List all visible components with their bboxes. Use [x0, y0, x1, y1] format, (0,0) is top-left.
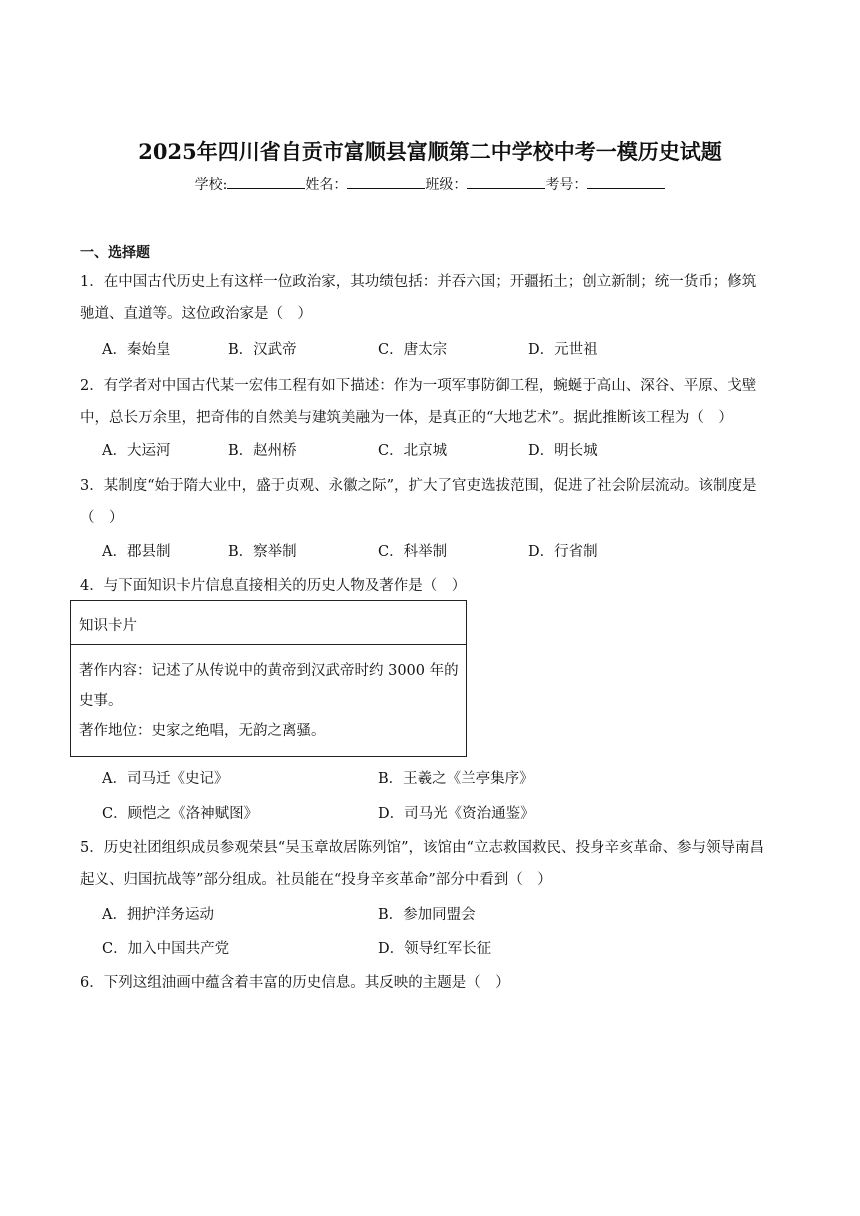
knowledge-card-content-2: 史事。 — [79, 693, 123, 709]
question-5-option-d[interactable]: D．领导红军长征 — [378, 941, 492, 957]
question-3-option-b[interactable]: B．察举制 — [228, 544, 297, 560]
question-4-option-b[interactable]: B．王羲之《兰亭集序》 — [378, 771, 534, 787]
question-2-option-b[interactable]: B．赵州桥 — [228, 443, 297, 459]
knowledge-card-content-3: 著作地位：史家之绝唱，无韵之离骚。 — [79, 723, 326, 739]
question-4-line1: 4．与下面知识卡片信息直接相关的历史人物及著作是（ ） — [80, 578, 467, 594]
section-heading: 一、选择题 — [80, 245, 150, 261]
knowledge-card-heading: 知识卡片 — [71, 601, 466, 645]
question-6-line1: 6．下列这组油画中蕴含着丰富的历史信息。其反映的主题是（ ） — [80, 975, 510, 991]
question-1-option-a[interactable]: A．秦始皇 — [102, 342, 171, 358]
question-3-option-c[interactable]: C．科举制 — [378, 544, 448, 560]
question-1-option-c[interactable]: C．唐太宗 — [378, 342, 448, 358]
question-5-line1: 5．历史社团组织成员参观荣县“吴玉章故居陈列馆”，该馆由“立志救国救民、投身辛亥革命、参与领导南昌 — [80, 840, 764, 856]
question-5-line2: 起义、归国抗战等”部分组成。社员能在“投身辛亥革命”部分中看到（ ） — [80, 872, 552, 888]
question-3-line2: （ ） — [80, 510, 124, 526]
question-3-option-a[interactable]: A．郡县制 — [102, 544, 171, 560]
student-info-line — [0, 174, 860, 194]
class-field[interactable] — [467, 175, 545, 189]
question-5-option-c[interactable]: C．加入中国共产党 — [102, 941, 230, 957]
knowledge-card-body — [71, 645, 466, 746]
question-2-option-c[interactable]: C．北京城 — [378, 443, 448, 459]
name-field[interactable] — [347, 175, 425, 189]
question-2-line2: 中，总长万余里，把奇伟的自然美与建筑美融为一体，是真正的“大地艺术”。据此推断该工程为（ ） — [80, 410, 733, 426]
class-label: 班级： — [425, 177, 468, 193]
question-3-option-d[interactable]: D．行省制 — [528, 544, 598, 560]
page-title: 2025年四川省自贡市富顺县富顺第二中学校中考一模历史试题 — [138, 139, 722, 164]
knowledge-card-content-1: 著作内容：记述了从传说中的黄帝到汉武帝时约 3000 年的 — [79, 663, 459, 679]
question-2-option-a[interactable]: A．大运河 — [102, 443, 171, 459]
question-4-option-c[interactable]: C．顾恺之《洛神赋图》 — [102, 806, 259, 822]
question-5-option-b[interactable]: B．参加同盟会 — [378, 907, 476, 923]
number-label: 考号： — [545, 177, 588, 193]
question-3-line1: 3．某制度“始于隋大业中，盛于贞观、永徽之际”，扩大了官吏选拔范围，促进了社会阶层流动。该制度是 — [80, 478, 757, 494]
question-1-line1: 1．在中国古代历史上有这样一位政治家，其功绩包括：并吞六国；开疆拓土；创立新制；统一货币；修筑 — [80, 274, 757, 290]
question-5-option-a[interactable]: A．拥护洋务运动 — [102, 907, 214, 923]
question-2-line1: 2．有学者对中国古代某一宏伟工程有如下描述：作为一项军事防御工程，蜿蜒于高山、深谷、平原、戈壁 — [80, 378, 757, 394]
question-2-option-d[interactable]: D．明长城 — [528, 443, 598, 459]
question-4-option-d[interactable]: D．司马光《资治通鉴》 — [378, 806, 535, 822]
question-1-option-d[interactable]: D．元世祖 — [528, 342, 598, 358]
knowledge-card — [70, 600, 467, 757]
school-label: 学校: — [194, 177, 228, 193]
school-field[interactable] — [227, 175, 305, 189]
number-field[interactable] — [587, 175, 665, 189]
question-1-line2: 驰道、直道等。这位政治家是（ ） — [80, 306, 312, 322]
name-label: 姓名： — [305, 177, 348, 193]
question-4-option-a[interactable]: A．司马迁《史记》 — [102, 771, 229, 787]
question-1-option-b[interactable]: B．汉武帝 — [228, 342, 297, 358]
